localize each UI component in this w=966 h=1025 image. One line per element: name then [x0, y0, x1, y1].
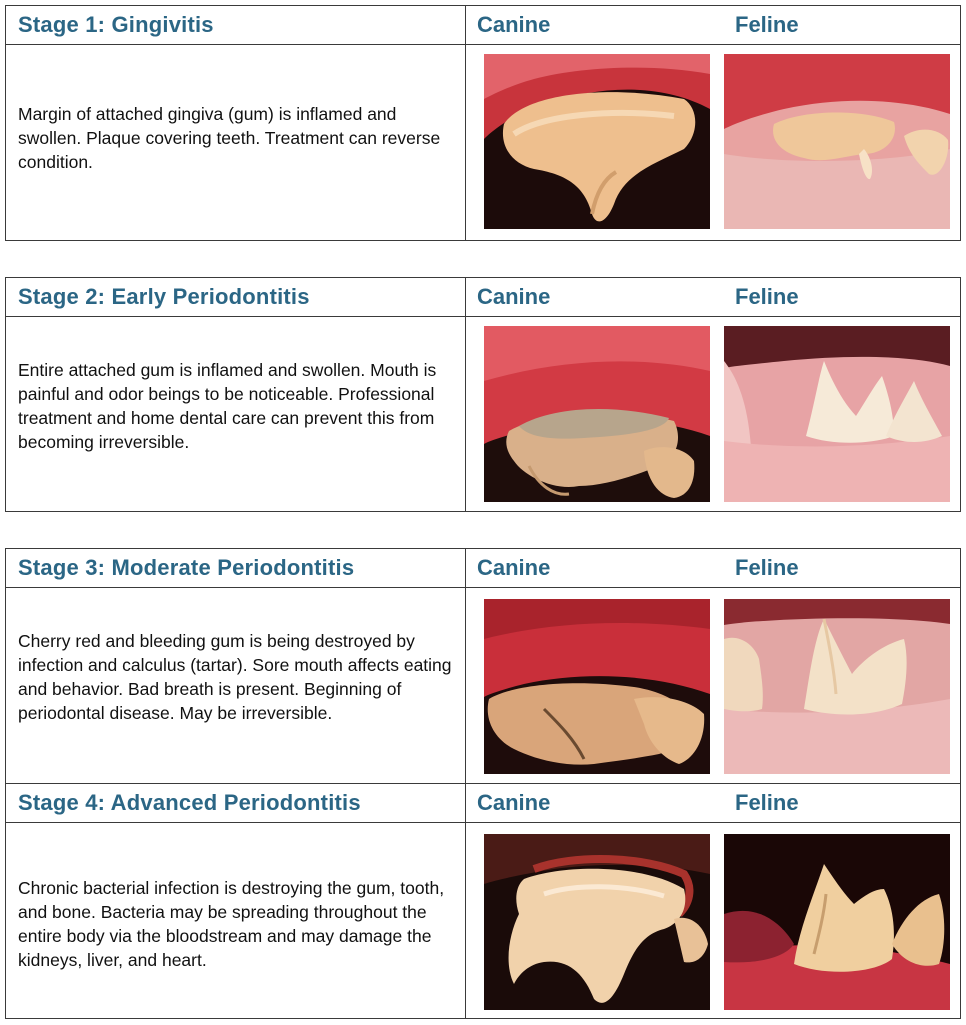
stage-1-title: Stage 1: Gingivitis: [18, 12, 214, 37]
stage-2-feline-photo: [724, 326, 950, 502]
stage-2-column-divider: [465, 278, 466, 511]
stage-4-table: [5, 783, 961, 1019]
stage-1-canine-heading: Canine: [477, 12, 551, 37]
stage-4-canine-photo: [484, 834, 710, 1010]
stage-4-header-row: [6, 784, 960, 823]
stage-4-feline-photo: [724, 834, 950, 1010]
stage-4-feline-heading: Feline: [735, 790, 799, 815]
stage-3-feline-heading: Feline: [735, 555, 799, 580]
stage-2-header-row: [6, 278, 960, 317]
stage-2-canine-heading: Canine: [477, 284, 551, 309]
stage-1-feline-heading: Feline: [735, 12, 799, 37]
stage-1-header-row: [6, 6, 960, 45]
stage-1-feline-photo: [724, 54, 950, 229]
stage-1-canine-photo: [484, 54, 710, 229]
stage-2-canine-photo: [484, 326, 710, 502]
stage-3-header-row: [6, 549, 960, 588]
stage-2-table: [5, 277, 961, 512]
stage-3-table: [5, 548, 961, 784]
stage-1-table: [5, 5, 961, 241]
stage-2-title: Stage 2: Early Periodontitis: [18, 284, 310, 309]
stage-1-column-divider: [465, 6, 466, 240]
stage-4-description: Chronic bacterial infection is destroying the gum, tooth, and bone. Bacteria may be spreading throughout the entire body via the bloodstream and may damage the kidneys, liver, and heart.: [18, 878, 445, 970]
stage-1-description: Margin of attached gingiva (gum) is inflamed and swollen. Plaque covering teeth. Treatment can reverse condition.: [18, 104, 441, 172]
stage-2-feline-heading: Feline: [735, 284, 799, 309]
stage-3-feline-photo: [724, 599, 950, 774]
stage-4-title: Stage 4: Advanced Periodontitis: [18, 790, 361, 815]
stage-3-canine-heading: Canine: [477, 555, 551, 580]
stage-3-title: Stage 3: Moderate Periodontitis: [18, 555, 355, 580]
stage-2-description: Entire attached gum is inflamed and swollen. Mouth is painful and odor beings to be noticeable. Professional treatment and home dental care can prevent this from becoming irreversible.: [18, 360, 437, 452]
stage-4-canine-heading: Canine: [477, 790, 551, 815]
stage-3-canine-photo: [484, 599, 710, 774]
stage-4-column-divider: [465, 784, 466, 1018]
stage-3-column-divider: [465, 549, 466, 784]
stage-3-description: Cherry red and bleeding gum is being destroyed by infection and calculus (tartar). Sore mouth affects eating and behavior. Bad breath is present. Beginning of periodontal disease. May be irreversible.: [18, 631, 452, 723]
